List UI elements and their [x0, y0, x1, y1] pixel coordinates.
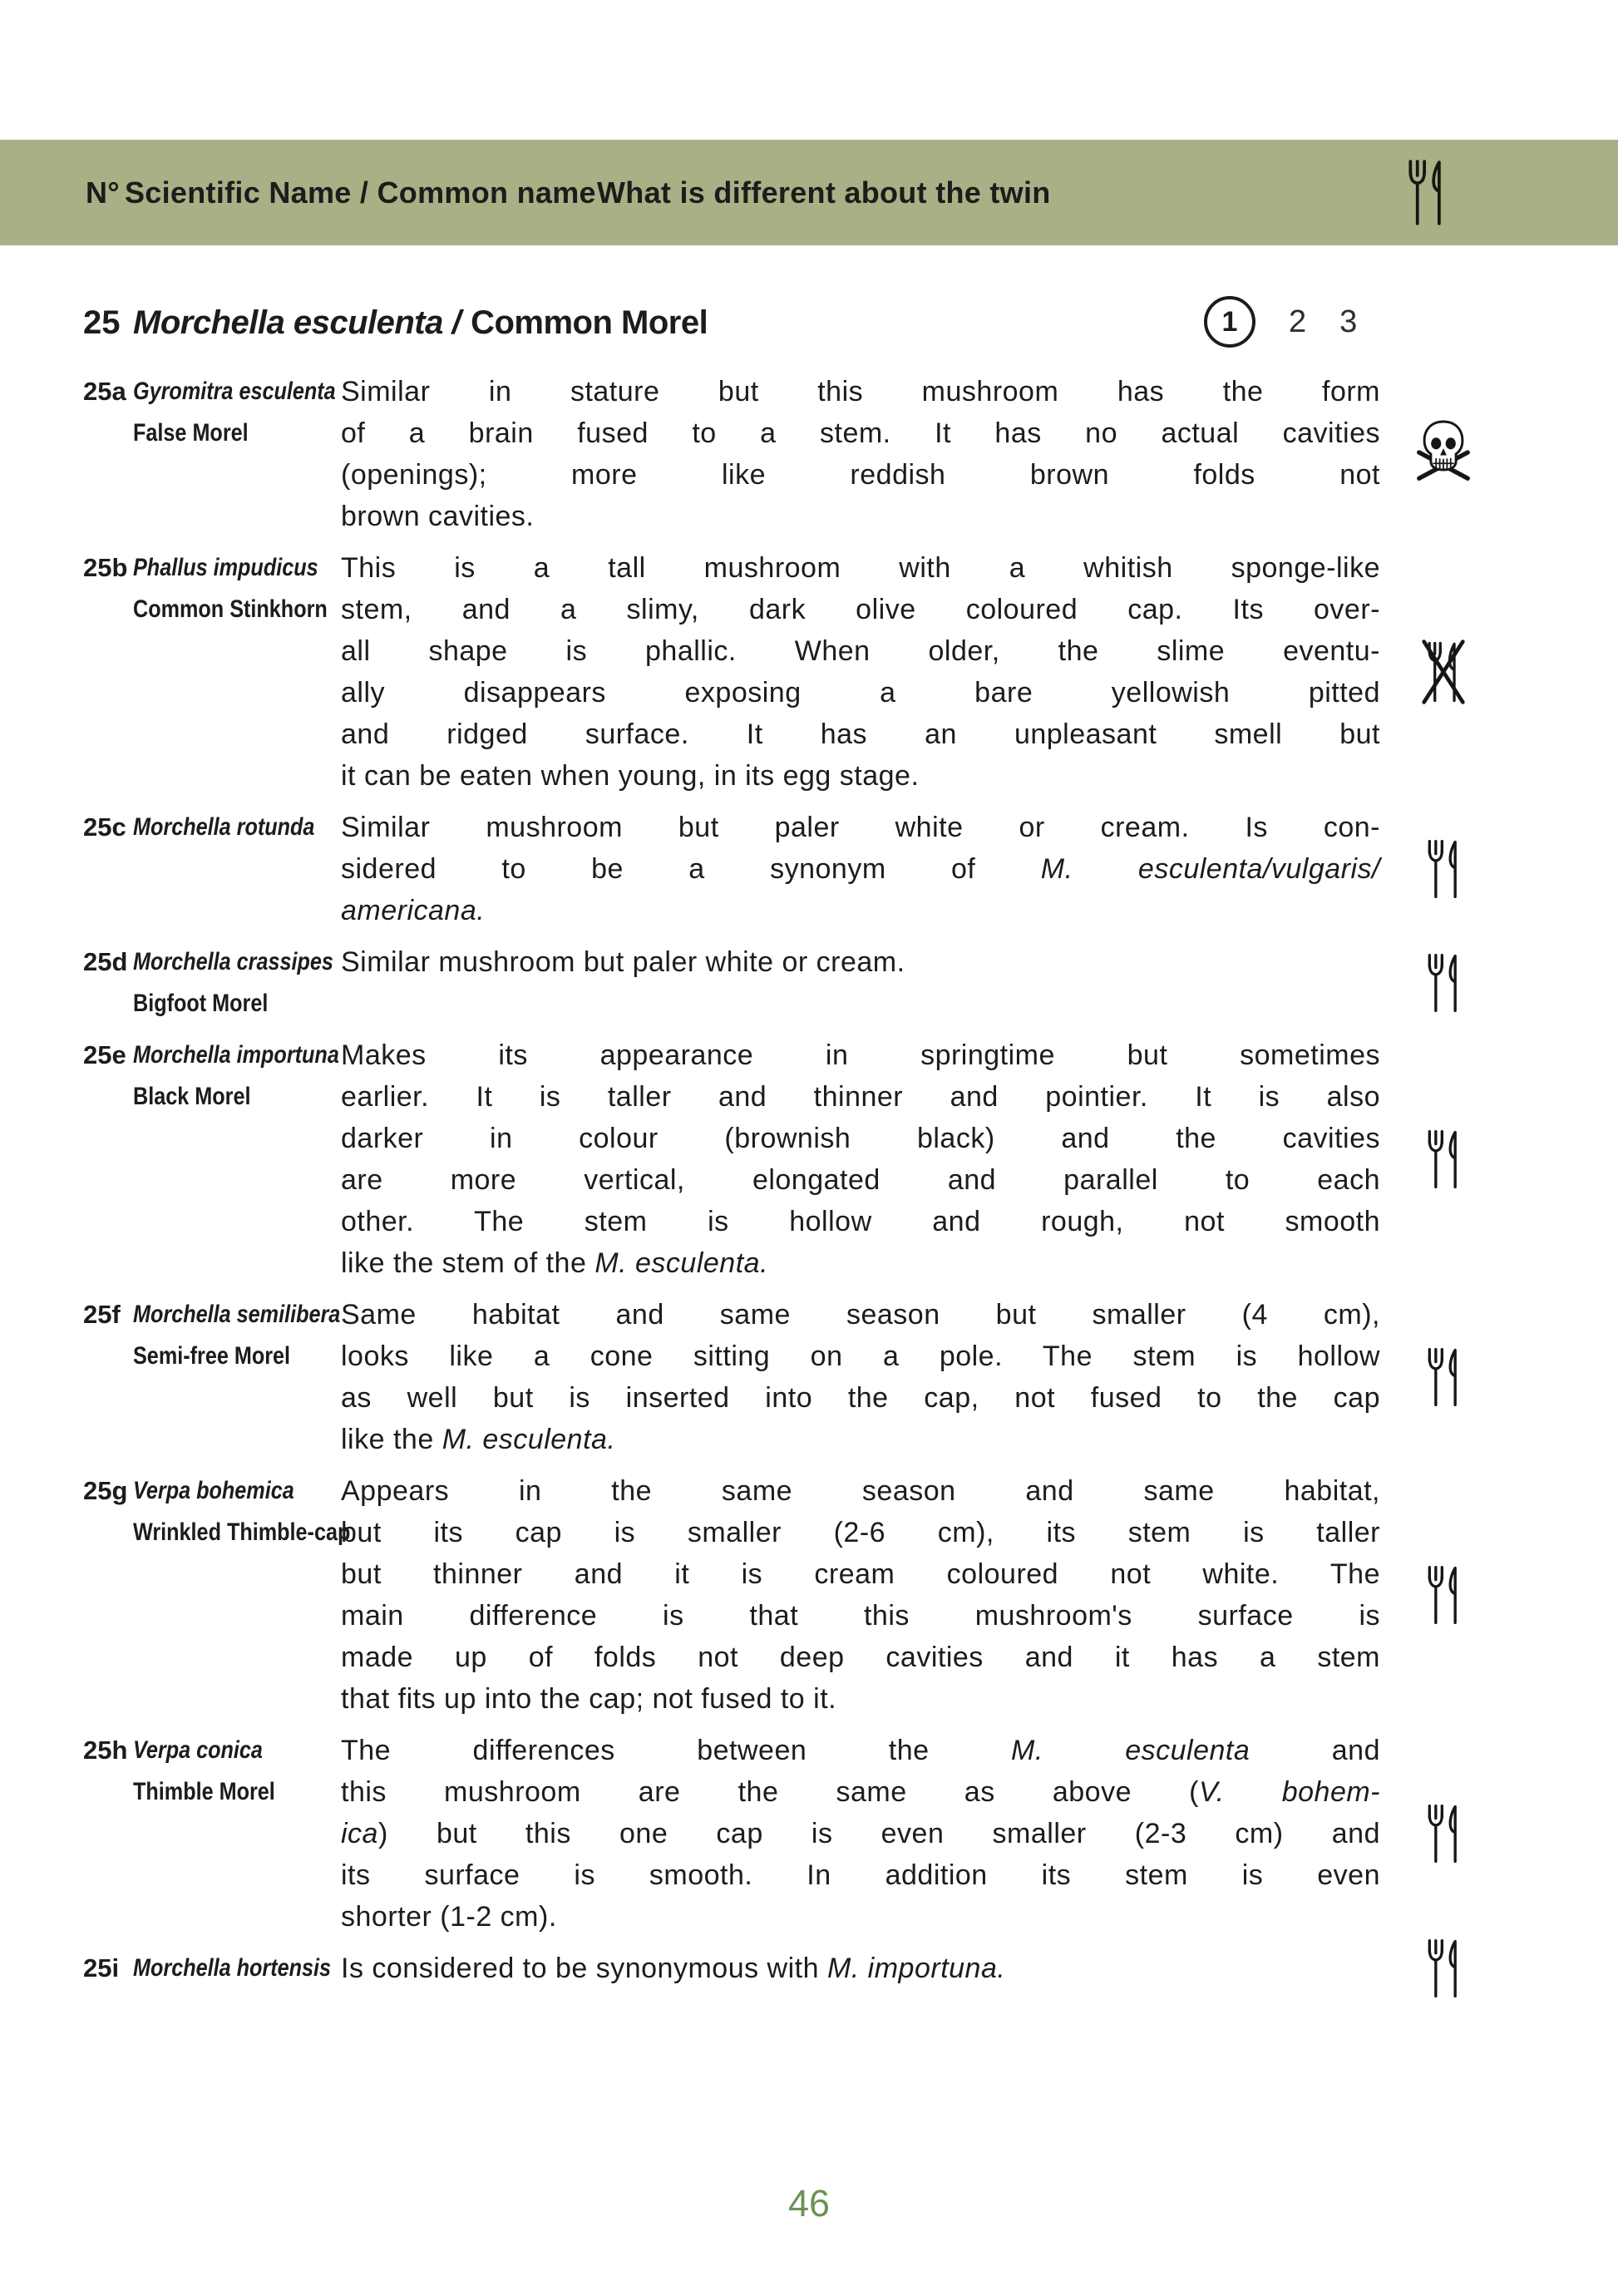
header-col-number: N° — [86, 175, 120, 210]
description-line: are more vertical, elongated and parallel to each — [341, 1164, 1380, 1196]
species-scientific-name: Morchella esculenta / — [133, 304, 461, 341]
cutlery-icon — [1423, 1344, 1464, 1410]
entry-name — [133, 941, 341, 1025]
entry-description — [341, 1294, 1380, 1460]
entry-row — [83, 547, 1497, 797]
entry-scientific-name: Morchella semilibera — [133, 1301, 341, 1328]
description-line: like the stem of the M. esculenta. — [341, 1247, 769, 1279]
entry-scientific-name: Gyromitra esculenta — [133, 378, 336, 405]
entry-code: 25c — [83, 812, 126, 842]
skull-crossbones-icon — [1411, 420, 1476, 488]
entry-common-name: Semi-free Morel — [133, 1342, 291, 1370]
cutlery-icon — [1423, 1935, 1464, 2002]
edibility-rating-1-selected: 1 — [1204, 296, 1255, 348]
description-line: that fits up into the cap; not fused to it. — [341, 1683, 837, 1715]
description-line: Similar mushroom but paler white or cream. — [341, 946, 905, 978]
entry-code: 25a — [83, 377, 126, 406]
entry-icon — [1410, 1562, 1477, 1628]
entry-code: 25b — [83, 553, 128, 582]
entry-common-name: Wrinkled Thimble-cap — [133, 1518, 351, 1546]
entry-icon — [1410, 836, 1477, 902]
description-line: stem, and a slimy, dark olive coloured cap. Its over- — [341, 594, 1380, 625]
description-line: other. The stem is hollow and rough, not smooth — [341, 1206, 1380, 1237]
entry-code: 25h — [83, 1736, 128, 1765]
entry-row — [83, 1034, 1497, 1284]
description-line: Is considered to be synonymous with M. importuna. — [341, 1953, 1006, 1984]
entry-description — [341, 941, 1380, 1025]
entry-code: 25e — [83, 1040, 126, 1069]
description-line: as well but is inserted into the cap, not fused to the cap — [341, 1382, 1380, 1414]
entry-description — [341, 807, 1380, 931]
entry-name — [133, 1294, 341, 1460]
cutlery-icon — [1423, 1126, 1464, 1192]
entry-row — [83, 1294, 1497, 1460]
description-line: ally disappears exposing a bare yellowish pitted — [341, 677, 1380, 709]
entry-scientific-name: Verpa conica — [133, 1736, 263, 1764]
crossed-cutlery-icon — [1419, 637, 1468, 707]
entry-description — [341, 1730, 1380, 1938]
entry-code: 25f — [83, 1300, 121, 1329]
entry-scientific-name: Morchella crassipes — [133, 948, 333, 975]
edibility-rating-3: 3 — [1339, 304, 1358, 339]
edibility-rating-2: 2 — [1289, 304, 1307, 339]
entry-scientific-name: Morchella importuna — [133, 1041, 339, 1069]
description-line: (openings); more like reddish brown folds not — [341, 459, 1380, 491]
entry-row — [83, 1470, 1497, 1720]
entry-scientific-name: Phallus impudicus — [133, 554, 318, 581]
description-line: but thinner and it is cream coloured not white. The — [341, 1558, 1380, 1590]
edibility-scale — [1204, 294, 1357, 349]
description-line: main difference is that this mushroom's surface is — [341, 1600, 1380, 1632]
description-line: its surface is smooth. In addition its stem is even — [341, 1859, 1380, 1891]
description-line: and ridged surface. It has an unpleasant smell but — [341, 718, 1380, 750]
entry-name — [133, 1034, 341, 1284]
description-line: This is a tall mushroom with a whitish sponge-like — [341, 552, 1380, 584]
entry-code: 25i — [83, 1953, 120, 1982]
entry-name — [133, 547, 341, 797]
description-line: made up of folds not deep cavities and it has a stem — [341, 1642, 1380, 1673]
cutlery-icon — [1423, 950, 1464, 1016]
entry-scientific-name: Morchella rotunda — [133, 813, 315, 841]
entry-row — [83, 941, 1497, 1025]
description-line: it can be eaten when young, in its egg stage. — [341, 760, 920, 792]
entry-common-name: Thimble Morel — [133, 1778, 275, 1805]
description-line: but its cap is smaller (2-6 cm), its stem is taller — [341, 1517, 1380, 1548]
entry-icon — [1410, 1800, 1477, 1867]
entry-scientific-name: Verpa bohemica — [133, 1477, 294, 1504]
description-line: shorter (1-2 cm). — [341, 1901, 557, 1933]
entry-icon — [1410, 420, 1477, 488]
header-col-scientific-common: Scientific Name / Common name — [125, 175, 596, 210]
page-number: 46 — [787, 2182, 831, 2224]
description-line: all shape is phallic. When older, the slime eventu- — [341, 635, 1380, 667]
description-line: darker in colour (brownish black) and the cavities — [341, 1123, 1380, 1154]
entry-common-name: Common Stinkhorn — [133, 595, 328, 623]
description-line: The differences between the M. esculenta and — [341, 1735, 1380, 1766]
description-line: Similar mushroom but paler white or cream. Is con- — [341, 812, 1380, 843]
entry-common-name: Bigfoot Morel — [133, 990, 269, 1017]
description-line: Appears in the same season and same habitat, — [341, 1475, 1380, 1507]
entry-row — [83, 371, 1497, 537]
entry-row — [83, 1730, 1497, 1938]
description-line: looks like a cone sitting on a pole. The stem is hollow — [341, 1341, 1380, 1372]
description-line: like the M. esculenta. — [341, 1424, 616, 1455]
entry-code: 25g — [83, 1476, 128, 1505]
cutlery-icon — [1423, 1800, 1464, 1867]
entry-description — [341, 1470, 1380, 1720]
entry-description — [341, 547, 1380, 797]
table-header-bar — [0, 140, 1618, 245]
entry-code: 25d — [83, 947, 128, 976]
entry-description — [341, 1034, 1380, 1284]
species-title-row — [83, 298, 1497, 353]
description-line: this mushroom are the same as above (V. bohem- — [341, 1776, 1380, 1808]
cutlery-icon — [1423, 836, 1464, 902]
entry-scientific-name: Morchella hortensis — [133, 1954, 332, 1982]
entries — [83, 371, 1497, 1999]
cutlery-icon — [1403, 157, 1449, 228]
description-line: Makes its appearance in springtime but sometimes — [341, 1039, 1380, 1071]
species-number: 25 — [83, 304, 121, 341]
entry-name — [133, 807, 341, 931]
entry-icon — [1410, 637, 1477, 707]
header-col-difference: What is different about the twin — [597, 175, 1051, 210]
entry-common-name: Black Morel — [133, 1083, 251, 1110]
entry-row — [83, 807, 1497, 931]
entry-icon — [1410, 1126, 1477, 1192]
description-line: brown cavities. — [341, 501, 535, 532]
entry-name — [133, 1470, 351, 1720]
entry-row — [83, 1948, 1497, 1989]
entry-description — [341, 1948, 1380, 1989]
entry-name — [133, 371, 341, 537]
entry-common-name: False Morel — [133, 419, 249, 447]
description-line: Similar in stature but this mushroom has the form — [341, 376, 1380, 407]
entry-icon — [1410, 950, 1477, 1016]
cutlery-icon — [1423, 1562, 1464, 1628]
entry-name — [133, 1730, 341, 1938]
species-common-name: Common Morel — [471, 304, 708, 341]
description-line: ica) but this one cap is even smaller (2-3 cm) and — [341, 1818, 1380, 1849]
entry-icon — [1410, 1344, 1477, 1410]
description-line: Same habitat and same season but smaller (4 cm), — [341, 1299, 1380, 1331]
entry-icon — [1410, 1935, 1477, 2002]
species-title — [133, 304, 708, 342]
description-line: sidered to be a synonym of M. esculenta/vulgaris/ — [341, 853, 1381, 885]
description-line: americana. — [341, 895, 486, 926]
entry-name — [133, 1948, 341, 1989]
entry-description — [341, 371, 1380, 537]
description-line: earlier. It is taller and thinner and pointier. It is also — [341, 1081, 1380, 1113]
description-line: of a brain fused to a stem. It has no actual cavities — [341, 417, 1380, 449]
